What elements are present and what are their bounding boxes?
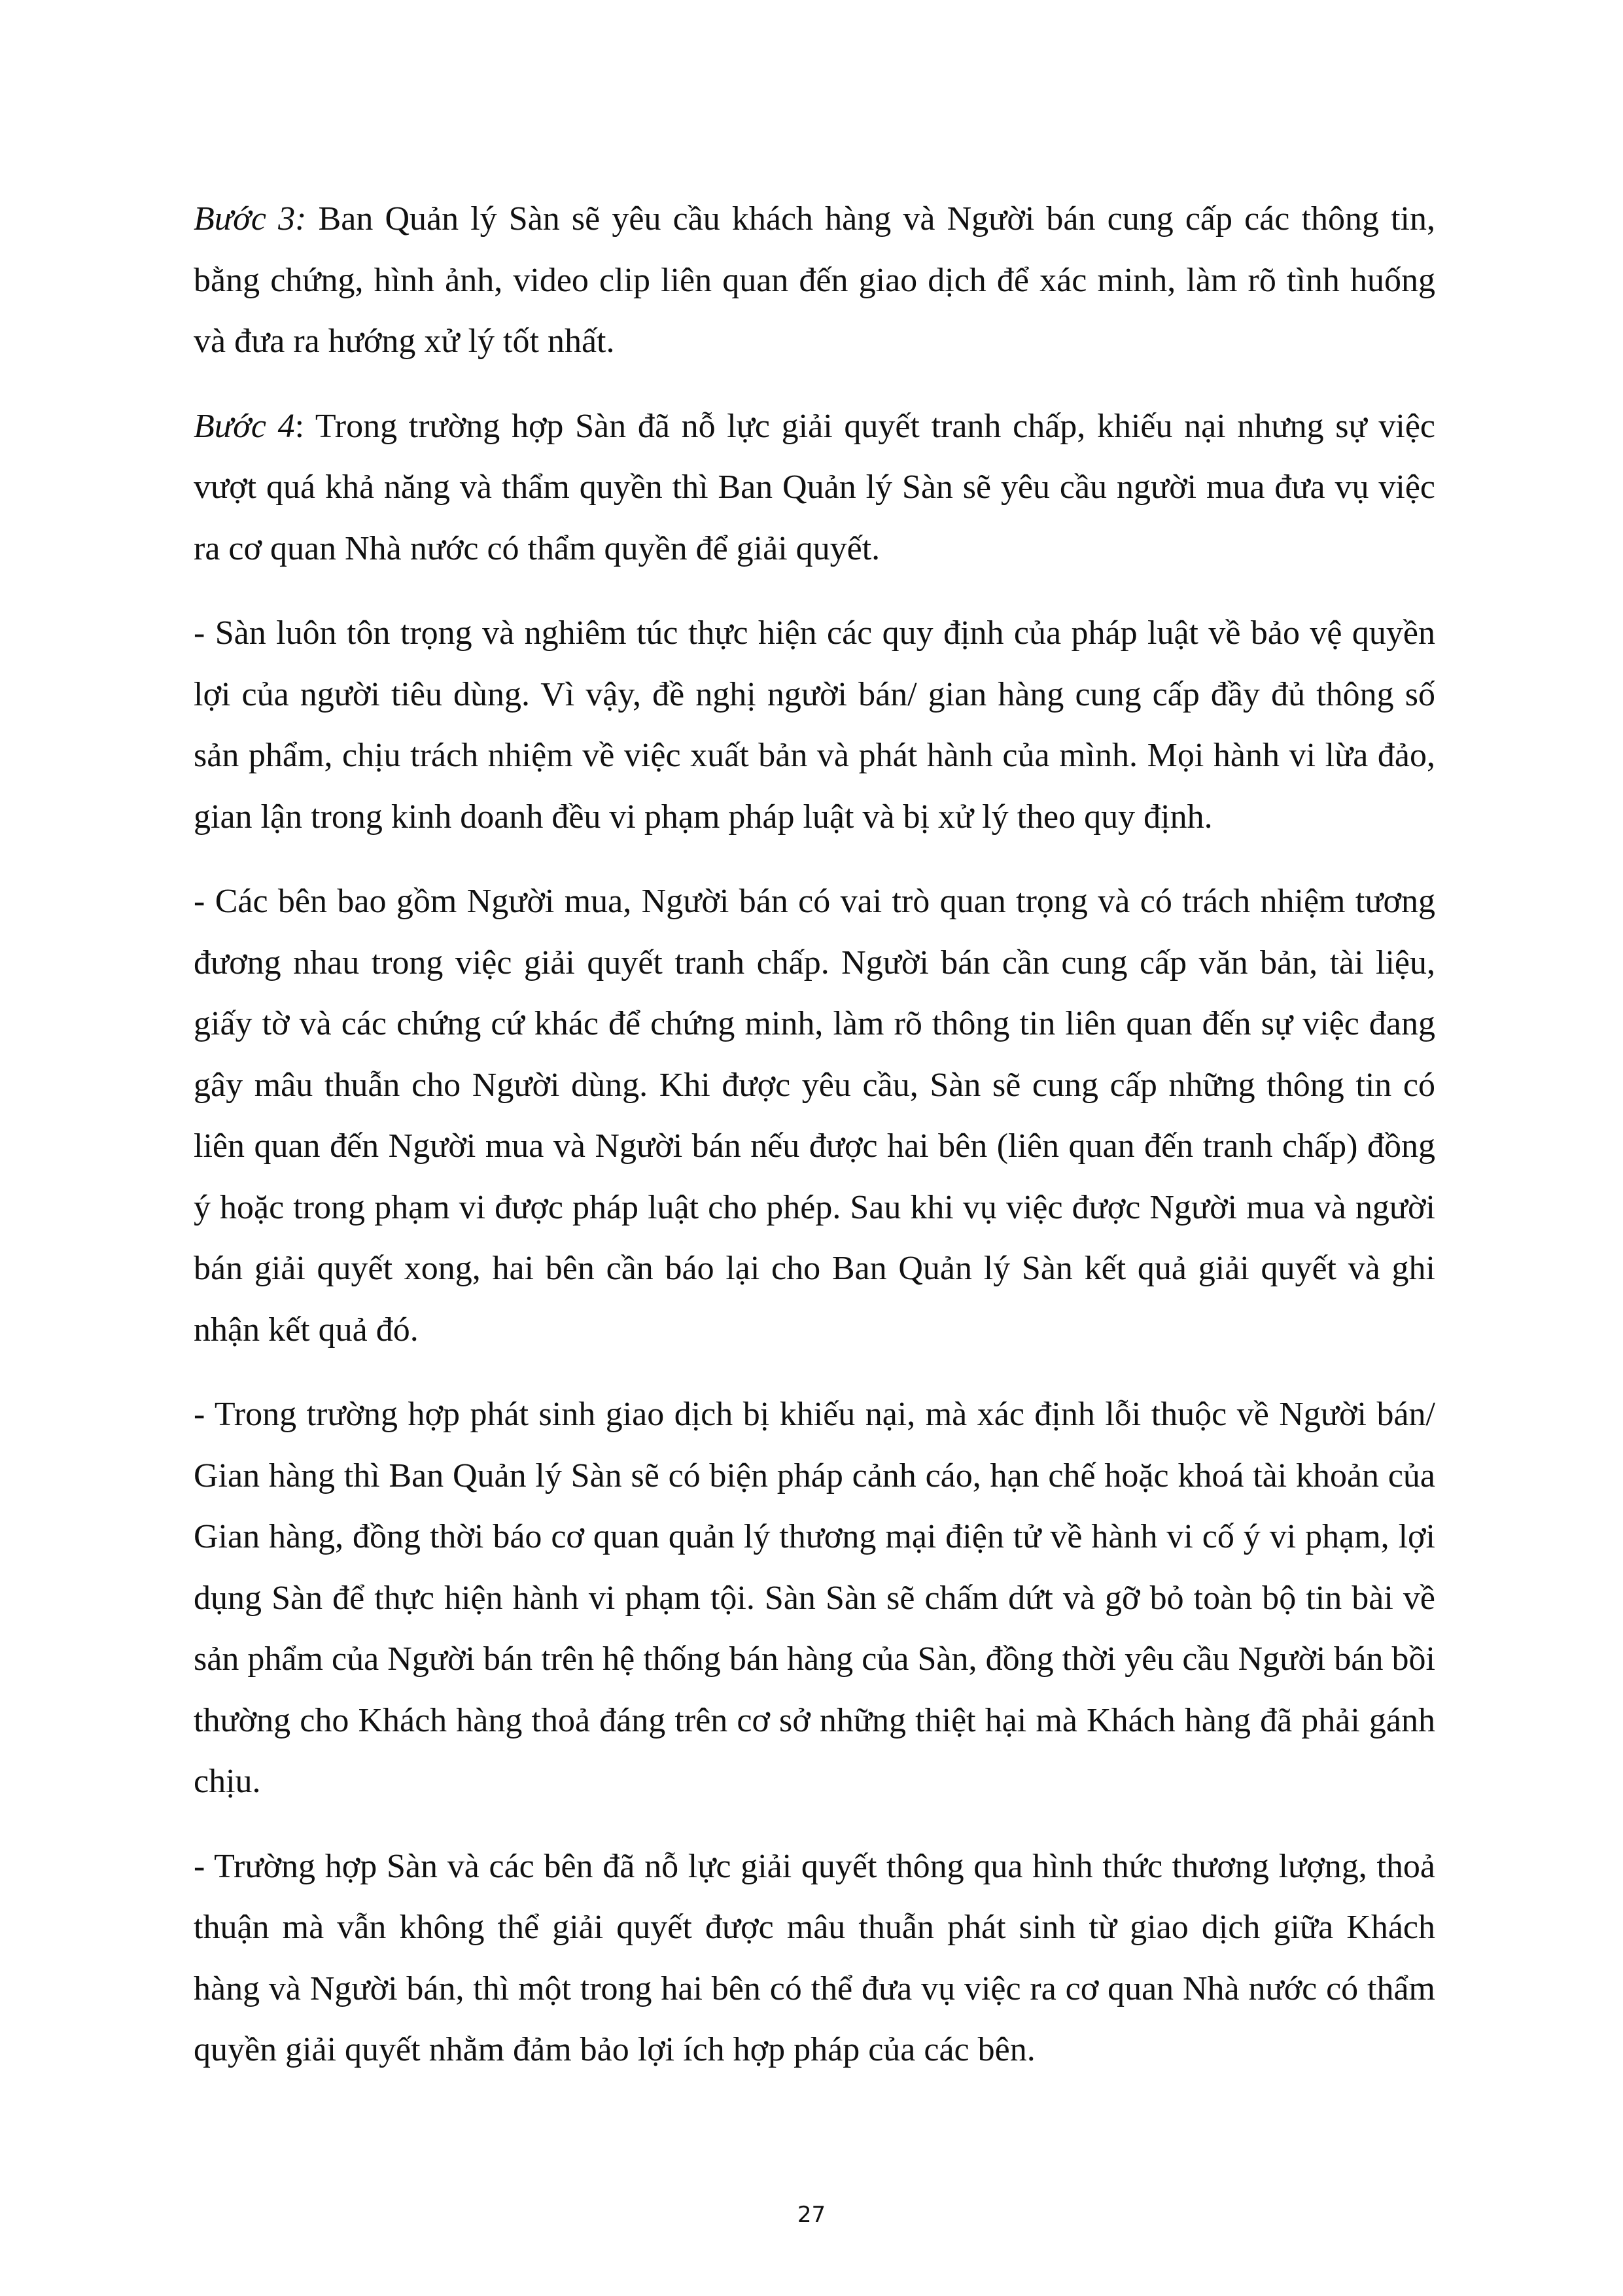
paragraph-step-3 [194,188,1435,372]
paragraph-state-authority: - Trường hợp Sàn và các bên đã nỗ lực giải quyết thông qua hình thức thương lượng, thoả thuận mà vẫn không thể giải quyết được mâu thuẫn phát sinh từ giao dịch giữa Khách hàng và Người bán, thì một trong hai bên có thể đưa vụ việc ra cơ quan Nhà nước có thẩm quyền giải quyết nhằm đảm bảo lợi ích hợp pháp của các bên. [194,1847,1435,2068]
paragraph-step-4 [194,396,1435,580]
page-number: 27 [797,2202,826,2228]
paragraph-parties-responsibility: - Các bên bao gồm Người mua, Người bán có vai trò quan trọng và có trách nhiệm tương đương nhau trong việc giải quyết tranh chấp. Người bán cần cung cấp văn bản, tài liệu, giấy tờ và các chứng cứ khác để chứng minh, làm rõ thông tin liên quan đến sự việc đang gây mâu thuẫn cho Người dùng. Khi được yêu cầu, Sàn sẽ cung cấp những thông tin có liên quan đến Người mua và Người bán nếu được hai bên (liên quan đến tranh chấp) đồng ý hoặc trong phạm vi được pháp luật cho phép. Sau khi vụ việc được Người mua và người bán giải quyết xong, hai bên cần báo lại cho Ban Quản lý Sàn kết quả giải quyết và ghi nhận kết quả đó. [194,883,1435,1349]
step-3-text: Ban Quản lý Sàn sẽ yêu cầu khách hàng và Người bán cung cấp các thông tin, bằng chứng, hình ảnh, video clip liên quan đến giao dịch để xác minh, làm rõ tình huống và đưa ra hướng xử lý tốt nhất. [194,200,1435,360]
paragraph-seller-violation: - Trong trường hợp phát sinh giao dịch bị khiếu nại, mà xác định lỗi thuộc về Người bán/ Gian hàng thì Ban Quản lý Sàn sẽ có biện pháp cảnh cáo, hạn chế hoặc khoá tài khoản của Gian hàng, đồng thời báo cơ quan quản lý thương mại điện tử về hành vi cố ý vi phạm, lợi dụng Sàn để thực hiện hành vi phạm tội. Sàn Sàn sẽ chấm dứt và gỡ bỏ toàn bộ tin bài về sản phẩm của Người bán trên hệ thống bán hàng của Sàn, đồng thời yêu cầu Người bán bồi thường cho Khách hàng thoả đáng trên cơ sở những thiệt hại mà Khách hàng đã phải gánh chịu. [194,1396,1435,1800]
step-4-label: Bước 4 [194,407,295,445]
step-4-text: : Trong trường hợp Sàn đã nỗ lực giải quyết tranh chấp, khiếu nại nhưng sự việc vượt quá khả năng và thẩm quyền thì Ban Quản lý Sàn sẽ yêu cầu người mua đưa vụ việc ra cơ quan Nhà nước có thẩm quyền để giải quyết. [194,407,1435,567]
step-3-label: Bước 3: [194,200,307,238]
paragraph-consumer-rights: - Sàn luôn tôn trọng và nghiêm túc thực hiện các quy định của pháp luật về bảo vệ quyền lợi của người tiêu dùng. Vì vậy, đề nghị người bán/ gian hàng cung cấp đầy đủ thông số sản phẩm, chịu trách nhiệm về việc xuất bản và phát hành của mình. Mọi hành vi lừa đảo, gian lận trong kinh doanh đều vi phạm pháp luật và bị xử lý theo quy định. [194,614,1435,836]
document-body [194,188,1435,2104]
